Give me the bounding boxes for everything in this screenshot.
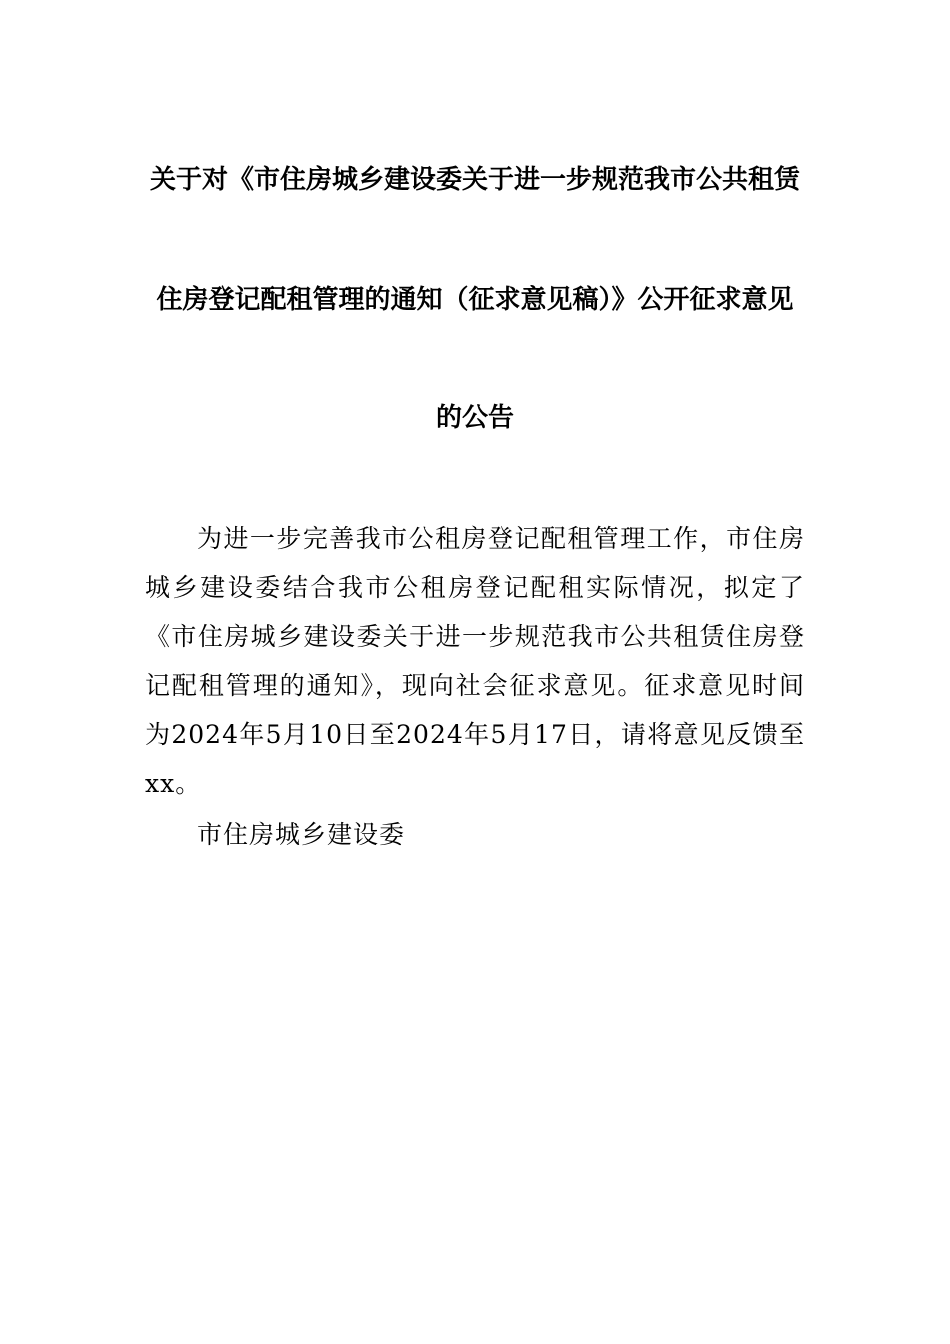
document-title-line-1: 关于对《市住房城乡建设委关于进一步规范我市公共租赁 xyxy=(149,165,800,195)
document-title-line-2: 住房登记配租管理的通知（征求意见稿）》公开征求意见 xyxy=(156,285,794,315)
document-title-line-3: 的公告 xyxy=(435,403,514,433)
document-body xyxy=(145,514,805,808)
body-paragraph: 为进一步完善我市公租房登记配租管理工作，市住房城乡建设委结合我市公租房登记配租实际情况，拟定了《市住房城乡建设委关于进一步规范我市公共租赁住房登记配租管理的通知》，现向社会征求意见。征求意见时间为2024年5月10日至2024年5月17日，请将意见反馈至xx。 xyxy=(145,524,805,798)
signature-issuer: 市住房城乡建设委 xyxy=(197,820,406,849)
